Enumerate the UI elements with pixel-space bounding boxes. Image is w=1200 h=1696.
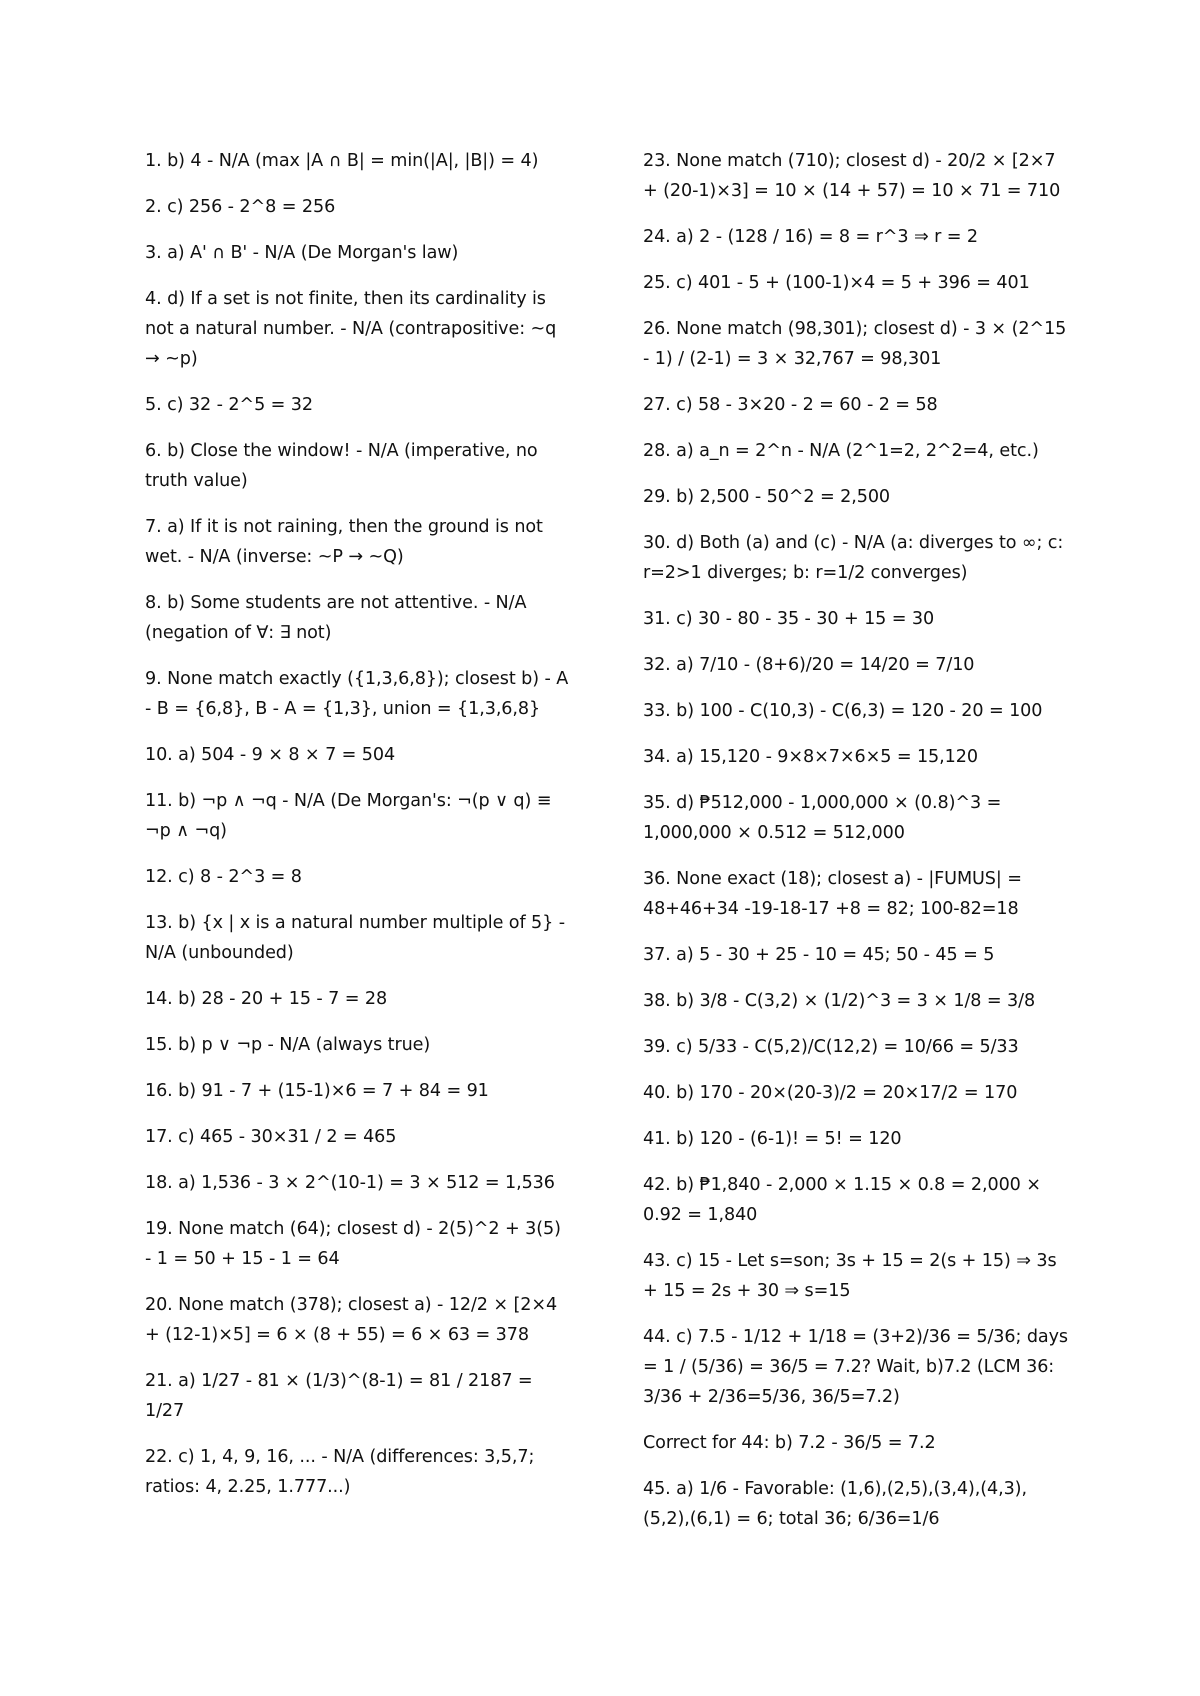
answer-12: 12. c) 8 - 2^3 = 8 (145, 867, 302, 887)
answer-20: 20. None match (378); closest a) - 12/2 × [2×4 + (12-1)×5] = 6 × (8 + 55) = 6 × 63 = 378 (145, 1295, 558, 1345)
answer-30: 30. d) Both (a) and (c) - N/A (a: diverges to ∞; c: r=2>1 diverges; b: r=1/2 converges) (643, 533, 1064, 583)
answer-3: 3. a) A' ∩ B' - N/A (De Morgan's law) (145, 243, 459, 263)
answer-31: 31. c) 30 - 80 - 35 - 30 + 15 = 30 (643, 609, 935, 629)
answer-13: 13. b) {x | x is a natural number multiple of 5} - N/A (unbounded) (145, 913, 565, 963)
answer-22: 22. c) 1, 4, 9, 16, ... - N/A (differences: 3,5,7; ratios: 4, 2.25, 1.777...) (145, 1447, 535, 1497)
answer-40: 40. b) 170 - 20×(20-3)/2 = 20×17/2 = 170 (643, 1083, 1018, 1103)
answer-5: 5. c) 32 - 2^5 = 32 (145, 395, 313, 415)
answer-16: 16. b) 91 - 7 + (15-1)×6 = 7 + 84 = 91 (145, 1081, 489, 1101)
answer-14: 14. b) 28 - 20 + 15 - 7 = 28 (145, 989, 388, 1009)
answer-4: 4. d) If a set is not finite, then its cardinality is not a natural number. - N/A (contrapositive: ~q → ~p) (145, 289, 557, 369)
answer-33: 33. b) 100 - C(10,3) - C(6,3) = 120 - 20 = 100 (643, 701, 1043, 721)
left-column (145, 146, 570, 1502)
answer-44-correction: Correct for 44: b) 7.2 - 36/5 = 7.2 (643, 1433, 936, 1453)
answer-39: 39. c) 5/33 - C(5,2)/C(12,2) = 10/66 = 5/33 (643, 1037, 1019, 1057)
answer-25: 25. c) 401 - 5 + (100-1)×4 = 5 + 396 = 401 (643, 273, 1030, 293)
answer-43: 43. c) 15 - Let s=son; 3s + 15 = 2(s + 15) ⇒ 3s + 15 = 2s + 30 ⇒ s=15 (643, 1251, 1057, 1301)
answer-44: 44. c) 7.5 - 1/12 + 1/18 = (3+2)/36 = 5/36; days = 1 / (5/36) = 36/5 = 7.2? Wait, b)7.2 (LCM 36: 3/36 + 2/36=5/36, 36/5=7.2) (643, 1327, 1068, 1407)
answer-24: 24. a) 2 - (128 / 16) = 8 = r^3 ⇒ r = 2 (643, 227, 978, 247)
answer-19: 19. None match (64); closest d) - 2(5)^2 + 3(5) - 1 = 50 + 15 - 1 = 64 (145, 1219, 561, 1269)
answer-37: 37. a) 5 - 30 + 25 - 10 = 45; 50 - 45 = 5 (643, 945, 995, 965)
answer-42: 42. b) ₱1,840 - 2,000 × 1.15 × 0.8 = 2,000 × 0.92 = 1,840 (643, 1175, 1041, 1225)
answer-36: 36. None exact (18); closest a) - |FUMUS| = 48+46+34 -19-18-17 +8 = 82; 100-82=18 (643, 869, 1022, 919)
answer-26: 26. None match (98,301); closest d) - 3 × (2^15 - 1) / (2-1) = 3 × 32,767 = 98,301 (643, 319, 1067, 369)
answer-9: 9. None match exactly ({1,3,6,8}); closest b) - A - B = {6,8}, B - A = {1,3}, union = {1,3,6,8} (145, 669, 569, 719)
answer-23: 23. None match (710); closest d) - 20/2 × [2×7 + (20-1)×3] = 10 × (14 + 57) = 10 × 71 = 710 (643, 151, 1061, 201)
answer-17: 17. c) 465 - 30×31 / 2 = 465 (145, 1127, 397, 1147)
answer-41: 41. b) 120 - (6-1)! = 5! = 120 (643, 1129, 902, 1149)
answer-21: 21. a) 1/27 - 81 × (1/3)^(8-1) = 81 / 2187 = 1/27 (145, 1371, 533, 1421)
answer-2: 2. c) 256 - 2^8 = 256 (145, 197, 336, 217)
answer-7: 7. a) If it is not raining, then the ground is not wet. - N/A (inverse: ~P → ~Q) (145, 517, 543, 567)
answer-8: 8. b) Some students are not attentive. - N/A (negation of ∀: ∃ not) (145, 593, 527, 643)
answer-11: 11. b) ¬p ∧ ¬q - N/A (De Morgan's: ¬(p ∨ q) ≡ ¬p ∧ ¬q) (145, 791, 552, 841)
answer-6: 6. b) Close the window! - N/A (imperative, no truth value) (145, 441, 538, 491)
answer-35: 35. d) ₱512,000 - 1,000,000 × (0.8)^3 = 1,000,000 × 0.512 = 512,000 (643, 793, 1002, 843)
answer-45: 45. a) 1/6 - Favorable: (1,6),(2,5),(3,4),(4,3),(5,2),(6,1) = 6; total 36; 6/36=1/6 (643, 1479, 1027, 1529)
answer-29: 29. b) 2,500 - 50^2 = 2,500 (643, 487, 891, 507)
answer-27: 27. c) 58 - 3×20 - 2 = 60 - 2 = 58 (643, 395, 938, 415)
answer-18: 18. a) 1,536 - 3 × 2^(10-1) = 3 × 512 = 1,536 (145, 1173, 555, 1193)
answer-34: 34. a) 15,120 - 9×8×7×6×5 = 15,120 (643, 747, 978, 767)
answer-32: 32. a) 7/10 - (8+6)/20 = 14/20 = 7/10 (643, 655, 975, 675)
answer-38: 38. b) 3/8 - C(3,2) × (1/2)^3 = 3 × 1/8 = 3/8 (643, 991, 1036, 1011)
answer-28: 28. a) a_n = 2^n - N/A (2^1=2, 2^2=4, etc.) (643, 441, 1039, 461)
answer-15: 15. b) p ∨ ¬p - N/A (always true) (145, 1035, 431, 1055)
answer-10: 10. a) 504 - 9 × 8 × 7 = 504 (145, 745, 396, 765)
right-column (643, 146, 1068, 1534)
answer-1: 1. b) 4 - N/A (max |A ∩ B| = min(|A|, |B|) = 4) (145, 151, 539, 171)
